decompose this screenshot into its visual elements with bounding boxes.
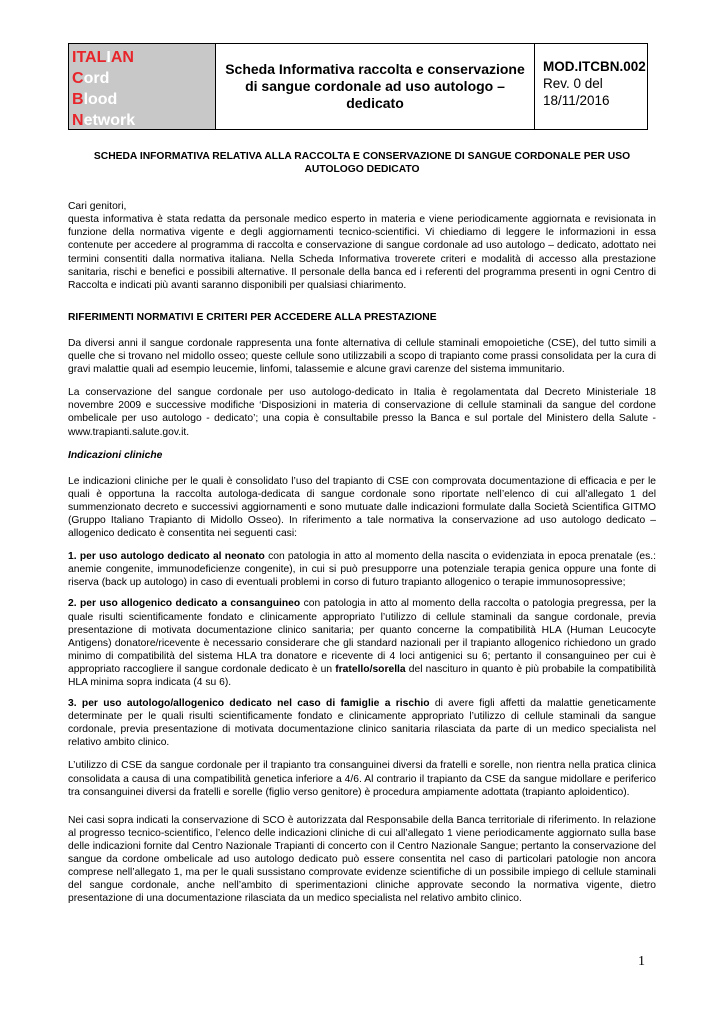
paragraph-autorizzazione: Nei casi sopra indicati la conservazione di SCO è autorizzata dal Responsabile della Banca territoriale di riferimento. In relazione al progresso tecnico-scientifico, l’elenco delle indicazioni cliniche di cui all’allegato 1 viene periodicamente aggiornato sulla base delle indicazioni fornite dal Centro Nazionale Trapianti di concerto con il Centro Nazionale Sangue; pertanto la conservazione del sangue da cordone ombelicale ad uso autologo dedicato può essere consentita nel caso di particolari patologie non ancora comprese nell’allegato 1, ma per le quali sussistano comprovate evidenze scientifiche di un possibile impiego di cellule staminali del sangue cordonale, anche nell’ambito di sperimentazioni cliniche approvate secondo la normativa vigente, dietro presentazione di una documentazione rilasciata da un medico specialista nel relativo ambito clinico. xyxy=(68,814,656,905)
paragraph-decree: La conservazione del sangue cordonale per uso autologo-dedicato in Italia è regolamentata dal Decreto Ministeriale 18 novembre 2009 e successive modifiche ‘Disposizioni in materia di conservazione di cellule staminali da sangue del cordone ombelicale per uso autologo - dedicato’; una copia è consultabile presso la Banca e sul portale del Ministero della Salute - www.trapianti.salute.gov.it. xyxy=(68,387,656,438)
paragraph-cse: Da diversi anni il sangue cordonale rappresenta una fonte alternativa di cellule staminali emopoietiche (CSE), del tutto simili a quelle che si trovano nel midollo osseo; queste cellule sono utilizzabili a scopo di trapianto come prassi consolidata per la cura di gravi malattie quali ad esempio leucemie, linfomi, talassemie e alcune gravi carenze del sistema immunitario. xyxy=(68,337,656,376)
italian-cord-blood-network-logo xyxy=(69,44,216,129)
clinical-indications-heading: Indicazioni cliniche xyxy=(68,449,163,461)
paragraph-indications: Le indicazioni cliniche per le quali è consolidato l’uso del trapianto di CSE con comprovata documentazione di efficacia e per le quali è opportuna la raccolta autologa-dedicata di sangue cordonale sono riportate nell’elenco di cui all’allegato 1 del summenzionato decreto e successivi aggiornamenti e sono mutuate dalle indicazioni formulate dalla Società Scientifica GITMO (Gruppo Italiano Trapianto di Midollo Osseo). In riferimento a tale normativa la conservazione ad uso autologo dedicato – allogenico dedicato è consentita nei seguenti casi: xyxy=(68,475,656,540)
main-heading: SCHEDA INFORMATIVA RELATIVA ALLA RACCOLTA E CONSERVAZIONE DI SANGUE CORDONALE PER USO AUTOLOGO DEDICATO xyxy=(93,151,631,176)
list-item-allogenico: 2. per uso allogenico dedicato a consanguineo con patologia in atto al momento della raccolta o patologia pregressa, per la quale risulti scientificamente fondato e clinicamente appropriato l’utilizzo di cellule staminali da sangue cordonale, previa presentazione di motivata documentazione clinico sanitaria; per quanto concerne la compatibilità HLA (Human Leucocyte Antigens) donatore/ricevente è necessario considerare che gli standard nazionali per il trapianto allogenico richiedono un grado minimo di compatibilità del sistema HLA tra donatore e ricevente di 4 loci antigenici su 6; pertanto il consanguineo per cui è appropriato raccogliere il sangue cordonale dedicato è un fratello/sorella del nascituro in quanto è più probabile la compatibilità HLA minima sopra indicata (4 su 6). xyxy=(68,598,656,688)
logo-line-blood: Blood xyxy=(72,91,118,108)
greeting: Cari genitori, xyxy=(68,201,127,213)
logo-line-network: Network xyxy=(72,112,136,129)
section-heading: RIFERIMENTI NORMATIVI E CRITERI PER ACCEDERE ALLA PRESTAZIONE xyxy=(68,311,437,323)
document-code: MOD.ITCBN.002 xyxy=(543,59,646,74)
document-body xyxy=(68,150,656,905)
document-header xyxy=(68,43,648,130)
document-revision: Rev. 0 del xyxy=(543,76,603,91)
intro-paragraph: questa informativa è stata redatta da personale medico esperto in materia e viene periodicamente aggiornata e revisionata in funzione della normativa vigente e degli aggiornamenti tecnico-scientifici. Vi chiediamo di leggere le informazioni in essa contenute per accedere al programma di raccolta e conservazione di sangue cordonale ad uso autologo – dedicato, adottato nei termini consentiti dalla normativa italiana. Nella Scheda Informativa troverete criteri e modalità di accesso alla prestazione sanitaria, rischi e benefici e possibili alternative. Il personale della banca ed i referenti del programma presenti in ogni Centro di Raccolta e indicati più avanti saranno disponibili per qualsiasi chiarimento. xyxy=(68,214,656,291)
list-item-famiglie-rischio: 3. per uso autologo/allogenico dedicato nel caso di famiglie a rischio di avere figli affetti da malattie geneticamente determinate per le quali risulti scientificamente fondato e clinicamente appropriato l’utilizzo di cellule staminali da sangue cordonale, previa presentazione di motivata documentazione clinico sanitaria rilasciata da parte di un medico specialista nel relativo ambito clinico. xyxy=(68,698,656,749)
logo-line-cord: Cord xyxy=(72,70,110,87)
document-title: Scheda Informativa raccolta e conservazione di sangue cordonale ad uso autologo – dedicato xyxy=(216,44,535,129)
paragraph-consanguinei: L’utilizzo di CSE da sangue cordonale per il trapianto tra consanguinei diversi da fratelli e sorelle, non rientra nella pratica clinica consolidata a causa di una compatibilità genetica inferiore a 4/6. Al contrario il trapianto da CSE da sangue midollare e periferico tra consanguinei diversi da fratelli e sorelle (figlio verso genitore) è procedura ampiamente adottata (trapianto aploidentico). xyxy=(68,760,656,798)
logo-line-italian: ITALIAN xyxy=(72,49,134,66)
document-date: 18/11/2016 xyxy=(543,93,610,108)
page-number: 1 xyxy=(638,954,645,969)
list-item-autologo: 1. per uso autologo dedicato al neonato con patologia in atto al momento della nascita o evidenziata in epoca prenatale (es.: anemie congenite, immunodeficienze congenite), in cui si può presupporre una potenziale terapia genica oppure una fonte di riserva (back up autologo) in caso di eventuali problemi in corso di futuro trapianto allogenico o terapie immunosopressive; xyxy=(68,551,657,589)
document-code-block xyxy=(535,44,647,129)
